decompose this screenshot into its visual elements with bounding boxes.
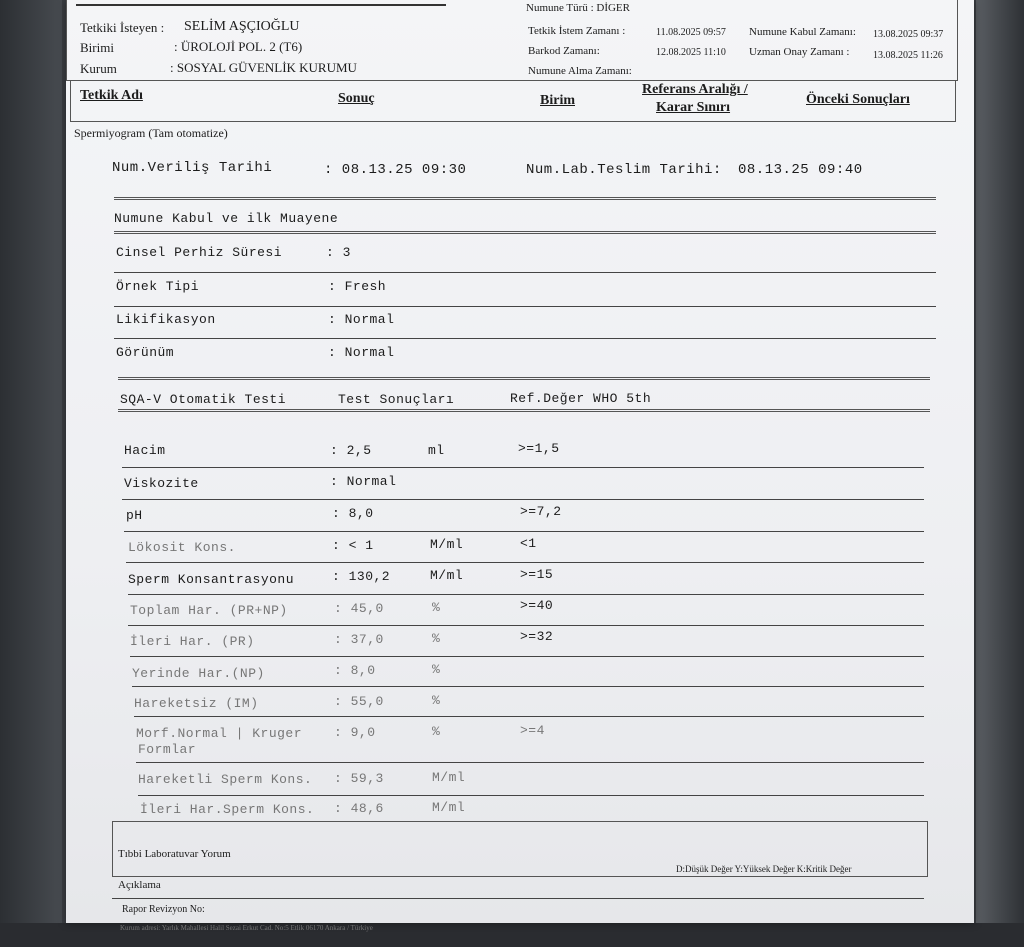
footer-rule (112, 898, 924, 899)
row-rule (114, 306, 936, 307)
column-previous: Önceki Sonuçları (806, 92, 910, 107)
separator-2 (114, 231, 936, 234)
row-rule (134, 716, 924, 717)
result-value: : 48,6 (334, 801, 384, 816)
column-ref-line1: Referans Aralığı / (642, 82, 748, 97)
result-label: Toplam Har. (PR+NP) (130, 603, 288, 618)
monitor-bezel-right (976, 0, 1024, 947)
delivery-lab-value: 08.13.25 09:40 (738, 162, 863, 178)
result-ref: >=4 (520, 723, 545, 738)
row-rule (128, 594, 924, 595)
result-value: : < 1 (332, 538, 374, 553)
result-ref: <1 (520, 536, 537, 551)
institution-value: : SOSYAL GÜVENLİK KURUMU (170, 60, 357, 75)
result-ref: >=1,5 (518, 441, 560, 456)
separator-1 (114, 197, 936, 200)
result-label: İleri Har. (PR) (130, 634, 255, 649)
row-rule (114, 338, 936, 339)
row-rule (138, 795, 924, 796)
row-rule (126, 562, 924, 563)
result-ref: >=15 (520, 567, 554, 582)
result-unit: % (432, 600, 441, 615)
result-value: : 8,0 (332, 506, 374, 521)
result-value: : 59,3 (334, 771, 384, 786)
result-label-line2: Formlar (138, 742, 197, 757)
column-test-name: Tetkik Adı (80, 88, 143, 103)
row-rule (136, 762, 924, 763)
requester-label: Tetkiki İsteyen : (80, 20, 165, 35)
revision-label: Rapor Revizyon No: (122, 904, 205, 915)
result-label: Lökosit Kons. (128, 540, 236, 555)
result-unit: ml (428, 443, 445, 458)
lab-report-page (66, 0, 974, 932)
result-unit: M/ml (430, 568, 464, 583)
sqa-ref-heading: Ref.Değer WHO 5th (510, 391, 652, 406)
row-rule (114, 272, 936, 273)
result-unit: M/ml (432, 770, 466, 785)
column-result: Sonuç (338, 91, 375, 106)
acceptance-row-label: Likifikasyon (116, 312, 216, 327)
result-unit: % (432, 662, 441, 677)
request-time-value: 11.08.2025 09:57 (656, 27, 726, 38)
result-unit: % (432, 724, 441, 739)
header-top-rule (76, 4, 446, 6)
accept-time-value: 13.08.2025 09:37 (873, 29, 944, 40)
result-unit: % (432, 693, 441, 708)
result-label: Sperm Konsantrasyonu (128, 572, 295, 587)
result-label: Hareketsiz (IM) (134, 696, 259, 711)
sqa-results-heading: Test Sonuçları (338, 392, 455, 407)
delivery-lab-label: Num.Lab.Teslim Tarihi: (526, 162, 722, 178)
result-value: : 8,0 (334, 663, 376, 678)
row-rule (124, 531, 924, 532)
row-rule (128, 625, 924, 626)
delivery-given-label: Num.Veriliş Tarihi (112, 160, 273, 176)
sqa-title: SQA-V Otomatik Testi (120, 392, 287, 407)
request-time-label: Tetkik İstem Zamanı : (528, 25, 626, 37)
result-value: : 130,2 (332, 569, 391, 584)
institution-address: Kurum adresi: Yarlık Mahallesi Halil Sezai Erkut Cad. No:5 Etlik 06170 Ankara / Türkiye (120, 924, 373, 932)
result-value: : 45,0 (334, 601, 384, 616)
result-ref: >=40 (520, 598, 554, 613)
monitor-bezel-left (0, 0, 62, 947)
lab-comment-label: Tıbbi Laboratuvar Yorum (118, 848, 231, 860)
acceptance-title: Numune Kabul ve ilk Muayene (114, 211, 339, 226)
row-rule (132, 686, 924, 687)
result-label: Hacim (124, 443, 166, 458)
acceptance-row-label: Görünüm (116, 345, 175, 360)
row-rule (122, 499, 924, 500)
result-label: Yerinde Har.(NP) (132, 666, 265, 681)
acceptance-row-label: Örnek Tipi (116, 279, 200, 294)
result-value: : 9,0 (334, 725, 376, 740)
result-label: Morf.Normal | Kruger (136, 726, 303, 741)
acceptance-row-label: Cinsel Perhiz Süresi (116, 245, 283, 260)
result-unit: M/ml (430, 537, 464, 552)
accept-time-label: Numune Kabul Zamanı: (749, 26, 856, 38)
row-rule (122, 467, 924, 468)
result-value: : 55,0 (334, 694, 384, 709)
result-ref: >=32 (520, 629, 554, 644)
acceptance-row-value: : 3 (326, 245, 351, 260)
acceptance-row-value: : Fresh (328, 279, 387, 294)
institution-label: Kurum (80, 61, 117, 76)
column-ref-line2: Karar Sınırı (656, 100, 731, 115)
barcode-time-value: 12.08.2025 11:10 (656, 47, 726, 58)
explanation-label: Açıklama (118, 879, 161, 891)
collection-time-label: Numune Alma Zamanı: (528, 65, 632, 77)
approve-time-label: Uzman Onay Zamanı : (749, 46, 850, 58)
result-unit: M/ml (432, 800, 466, 815)
acceptance-row-value: : Normal (328, 345, 395, 360)
barcode-time-label: Barkod Zamanı: (528, 45, 600, 57)
separator-4 (118, 409, 930, 412)
separator-3 (118, 377, 930, 380)
unit-label: Birimi (80, 40, 114, 55)
result-value: : 2,5 (330, 443, 372, 458)
result-label: İleri Har.Sperm Kons. (140, 802, 315, 817)
approve-time-value: 13.08.2025 11:26 (873, 50, 943, 61)
acceptance-row-value: : Normal (328, 312, 395, 327)
result-label: Hareketli Sperm Kons. (138, 772, 313, 787)
unit-value: : ÜROLOJİ POL. 2 (T6) (174, 39, 303, 54)
column-unit: Birim (540, 93, 575, 108)
requester-value: SELİM AŞÇIOĞLU (184, 19, 300, 34)
delivery-given-value: : 08.13.25 09:30 (324, 162, 467, 178)
result-ref: >=7,2 (520, 504, 562, 519)
result-value: : Normal (330, 474, 397, 489)
result-label: Viskozite (124, 476, 199, 491)
result-unit: % (432, 631, 441, 646)
row-rule (130, 656, 924, 657)
section-title: Spermiyogram (Tam otomatize) (74, 126, 228, 140)
result-value: : 37,0 (334, 632, 384, 647)
sample-type: Numune Türü : DİGER (526, 2, 630, 14)
value-legend: D:Düşük Değer Y:Yüksek Değer K:Kritik Değer (676, 864, 852, 874)
result-label: pH (126, 508, 143, 523)
